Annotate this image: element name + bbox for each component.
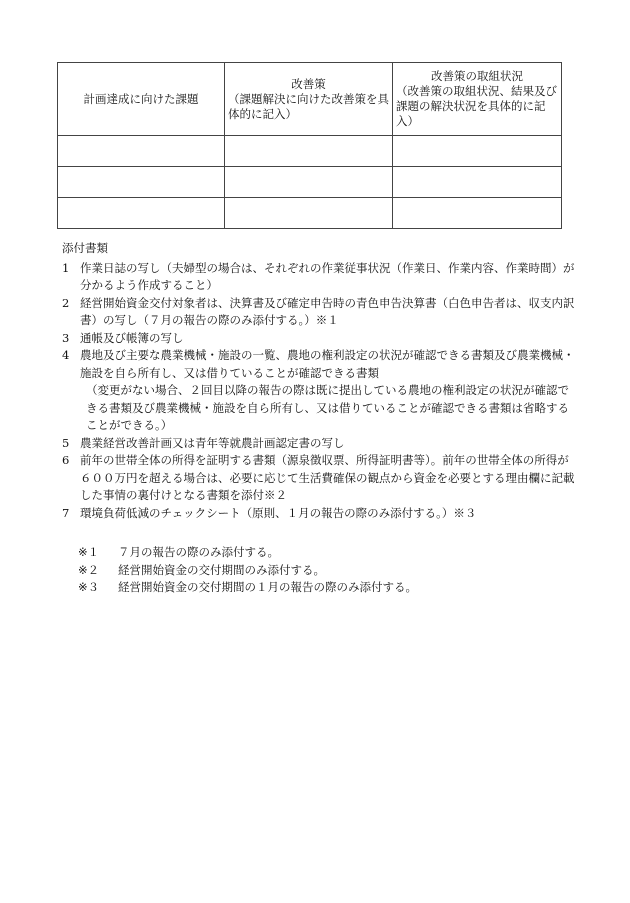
table-cell[interactable] (393, 198, 562, 229)
table-cell[interactable] (58, 198, 225, 229)
item-number: 3 (62, 330, 70, 345)
header-progress-sub: （改善策の取組状況、結果及び課題の解決状況を具体的に記入） (396, 84, 557, 128)
table-cell[interactable] (225, 167, 393, 198)
list-item (62, 505, 576, 523)
footnote (78, 562, 417, 580)
table-cell[interactable] (225, 136, 393, 167)
item-number: 1 (62, 260, 70, 275)
header-measures-sub: （課題解決に向けた改善策を具体的に記入） (228, 91, 389, 121)
attachments-list (62, 260, 576, 523)
footnote (78, 579, 417, 597)
header-issues: 計画達成に向けた課題 (58, 63, 225, 136)
item-text: 作業日誌の写し（夫婦型の場合は、それぞれの作業従事状況（作業日、作業内容、作業時間）が分かるよう作成すること） (80, 260, 575, 292)
header-measures (225, 63, 393, 136)
item-text: 通帳及び帳簿の写し (80, 330, 184, 345)
item-text: 前年の世帯全体の所得を証明する書類（源泉徴収票、所得証明書等）。前年の世帯全体の所得が６００万円を超える場合は、必要に応じて生活費確保の観点から資金を必要とする理由欄に記載した事情の裏付けとなる書類を添付※２ (80, 453, 575, 502)
header-measures-title: 改善策 (291, 76, 326, 91)
list-item (62, 435, 576, 453)
attachments-title: 添付書類 (62, 241, 108, 255)
item-text: 環境負荷低減のチェックシート（原則、１月の報告の際のみ添付する。）※３ (80, 505, 477, 520)
footnote-text: ７月の報告の際のみ添付する。 (118, 545, 279, 559)
footnote (78, 544, 417, 562)
list-item (62, 347, 576, 435)
item-text: 農業経営改善計画又は青年等就農計画認定書の写し (80, 435, 345, 450)
item-number: 2 (62, 295, 70, 310)
table-row (58, 136, 562, 167)
table-row (58, 167, 562, 198)
table-header-row (58, 63, 562, 136)
item-text: 経営開始資金交付対象者は、決算書及び確定申告時の青色申告決算書（白色申告者は、収支内訳書）の写し（７月の報告の際のみ添付する。）※１ (80, 295, 575, 327)
list-item (62, 452, 576, 505)
footnotes (78, 544, 417, 597)
item-number: 5 (62, 435, 70, 450)
footnote-text: 経営開始資金の交付期間のみ添付する。 (118, 562, 325, 577)
footnote-mark: ※３ (78, 580, 100, 594)
table-cell[interactable] (58, 136, 225, 167)
footnote-text: 経営開始資金の交付期間の１月の報告の際のみ添付する。 (118, 580, 417, 594)
table-cell[interactable] (393, 136, 562, 167)
improvement-table (57, 62, 562, 229)
item-number: 7 (62, 505, 70, 520)
header-progress (393, 63, 562, 136)
footnote-mark: ※１ (78, 545, 100, 559)
item-number: 4 (62, 348, 70, 362)
attachments-section (62, 240, 576, 522)
list-item (62, 330, 576, 348)
item-number: 6 (62, 453, 70, 467)
list-item (62, 260, 576, 295)
table-cell[interactable] (58, 167, 225, 198)
item-text: 農地及び主要な農業機械・施設の一覧、農地の権利設定の状況が確認できる書類及び農業機械・施設を自ら所有し、又は借りていることが確認できる書類 (80, 348, 575, 380)
list-item (62, 295, 576, 330)
table-cell[interactable] (393, 167, 562, 198)
header-progress-title: 改善策の取組状況 (431, 69, 523, 83)
footnote-mark: ※２ (78, 562, 100, 577)
table-row (58, 198, 562, 229)
table-cell[interactable] (225, 198, 393, 229)
item-subtext: （変更がない場合、２回目以降の報告の際は既に提出している農地の権利設定の状況が確認できる書類及び農業機械・施設を自ら所有し、又は借りていることが確認できる書類は省略することができる。） (86, 383, 569, 432)
